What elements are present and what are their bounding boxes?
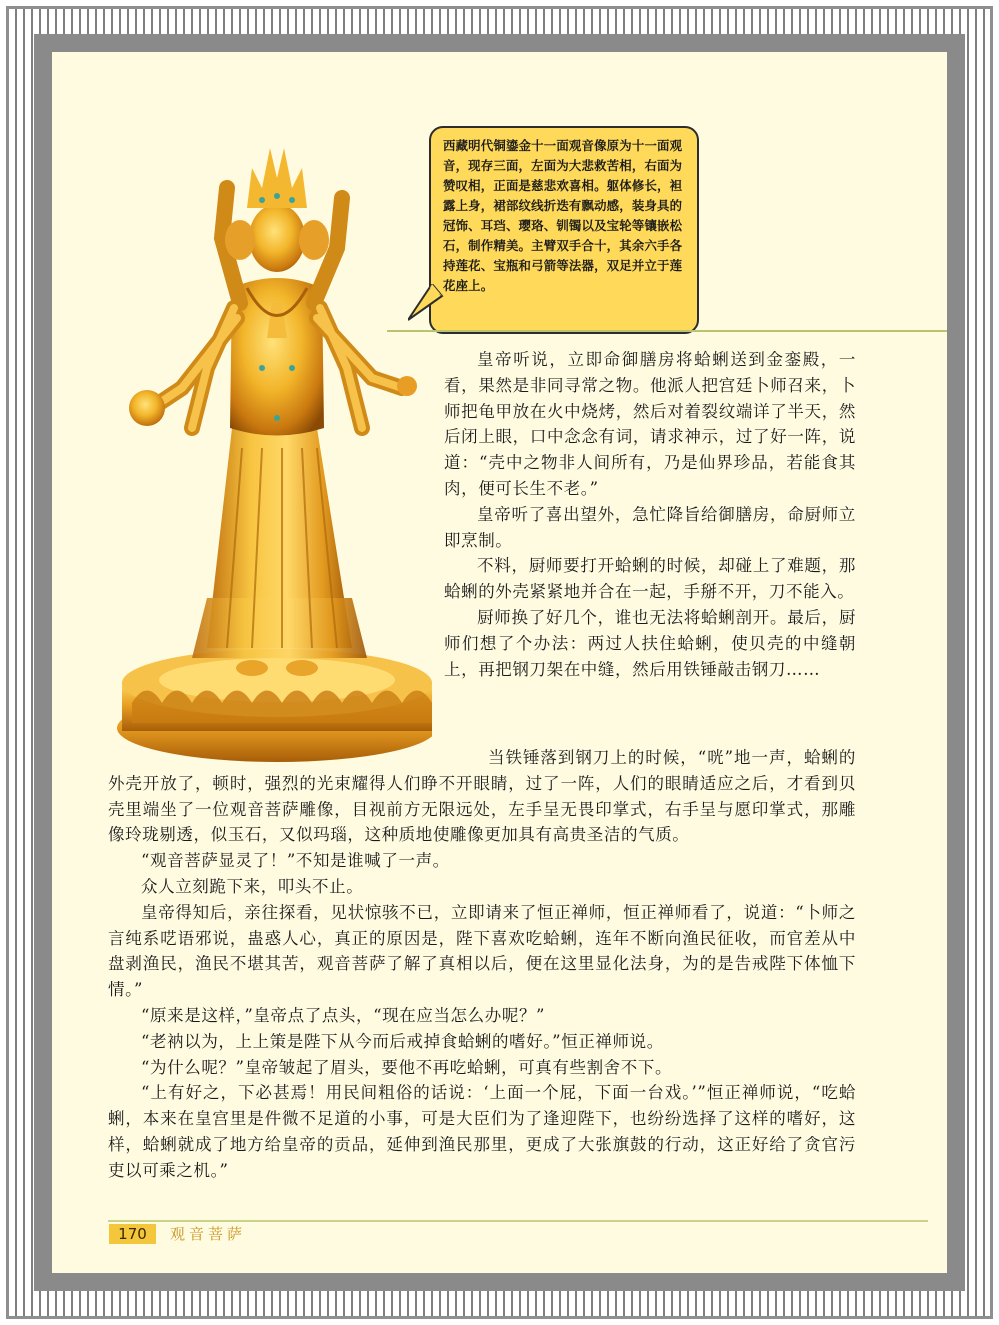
- paragraph: 皇帝得知后，亲往探看，见状惊骇不已，立即请来了恒正禅师，恒正禅师看了，说道：“卜师之言纯系呓语邪说，蛊惑人心，真正的原因是，陛下喜欢吃蛤蜊，连年不断向渔民征收，而官差从中盘剥渔民，渔民不堪其苦，观音菩萨了解了真相以后，便在这里显化法身，为的是告戒陛下体恤下情。”: [108, 902, 856, 1000]
- divider-line: [387, 330, 947, 332]
- page-number: 170: [109, 1224, 156, 1244]
- story-body: [108, 745, 856, 1184]
- caption-bubble: 西藏明代铜鎏金十一面观音像原为十一面观音，现存三面，左面为大悲救苦相，右面为赞叹相，正面是慈悲欢喜相。躯体修长，袒露上身，裙部纹线折迭有飘动感，装身具的冠饰、耳珰、璎珞、钏镯以及宝轮等镶嵌松石，制作精美。主臂双手合十，其余六手各持莲花、宝瓶和弓箭等法器，双足并立于莲花座上。: [429, 126, 699, 334]
- paragraph: “原来是这样，”皇帝点了点头，“现在应当怎么办呢？”: [141, 1005, 546, 1025]
- paragraph: 当铁锤落到钢刀上的时候，“咣”地一声，蛤蜊的外壳开放了，顿时，强烈的光束耀得人们睁不开眼睛，过了一阵，人们的眼睛适应之后，才看到贝壳里端坐了一位观音菩萨雕像，目视前方无限远处，左手呈无畏印掌式，右手呈与愿印掌式，那雕像玲珑剔透，似玉石，又似玛瑙，这种质地使雕像更加具有高贵圣洁的气质。: [108, 748, 856, 845]
- paragraph: 皇帝听说，立即命御膳房将蛤蜊送到金銮殿，一看，果然是非同寻常之物。他派人把宫廷卜师召来，卜师把龟甲放在火中烧烤，然后对着裂纹端详了半天，然后闭上眼，口中念念有词，请求神示，过了好一阵，说道：“壳中之物非人间所有，乃是仙界珍品，若能食其肉，便可长生不老。”: [444, 350, 856, 498]
- guanyin-statue-image: [112, 128, 432, 768]
- bubble-tail: [408, 284, 448, 324]
- paragraph: “观音菩萨显灵了！”不知是谁喊了一声。: [141, 851, 450, 871]
- running-title: 观音菩萨: [170, 1225, 247, 1243]
- paragraph: “上有好之，下必甚焉！用民间粗俗的话说：‘上面一个屁，下面一台戏。’”恒正禅师说，“吃蛤蜊，本来在皇宫里是件微不足道的小事，可是大臣们为了逢迎陛下，也纷纷选择了这样的嗜好，这样，蛤蜊就成了地方给皇帝的贡品，延伸到渔民那里，更成了大张旗鼓的行动，这正好给了贪官污吏以可乘之机。”: [108, 1083, 856, 1180]
- book-page: [52, 52, 947, 1273]
- paragraph: “为什么呢？”皇帝皱起了眉头，要他不再吃蛤蜊，可真有些割舍不下。: [141, 1057, 673, 1077]
- paragraph: 皇帝听了喜出望外，急忙降旨给御膳房，命厨师立即烹制。: [444, 504, 856, 550]
- paragraph: “老衲以为，上上策是陛下从今而后戒掉食蛤蜊的嗜好。”恒正禅师说。: [141, 1031, 664, 1051]
- paragraph: 厨师换了好几个，谁也无法将蛤蜊剖开。最后，厨师们想了个办法：两过人扶住蛤蜊，使贝壳的中缝朝上，再把钢刀架在中缝，然后用铁锤敲击钢刀……: [444, 607, 856, 679]
- paragraph: 众人立刻跪下来，叩头不止。: [141, 876, 364, 896]
- story-column: [444, 347, 856, 682]
- footer-rule: [108, 1220, 928, 1222]
- paragraph: 不料，厨师要打开蛤蜊的时候，却碰上了难题，那蛤蜊的外壳紧紧地并合在一起，手掰不开，刀不能入。: [444, 556, 856, 602]
